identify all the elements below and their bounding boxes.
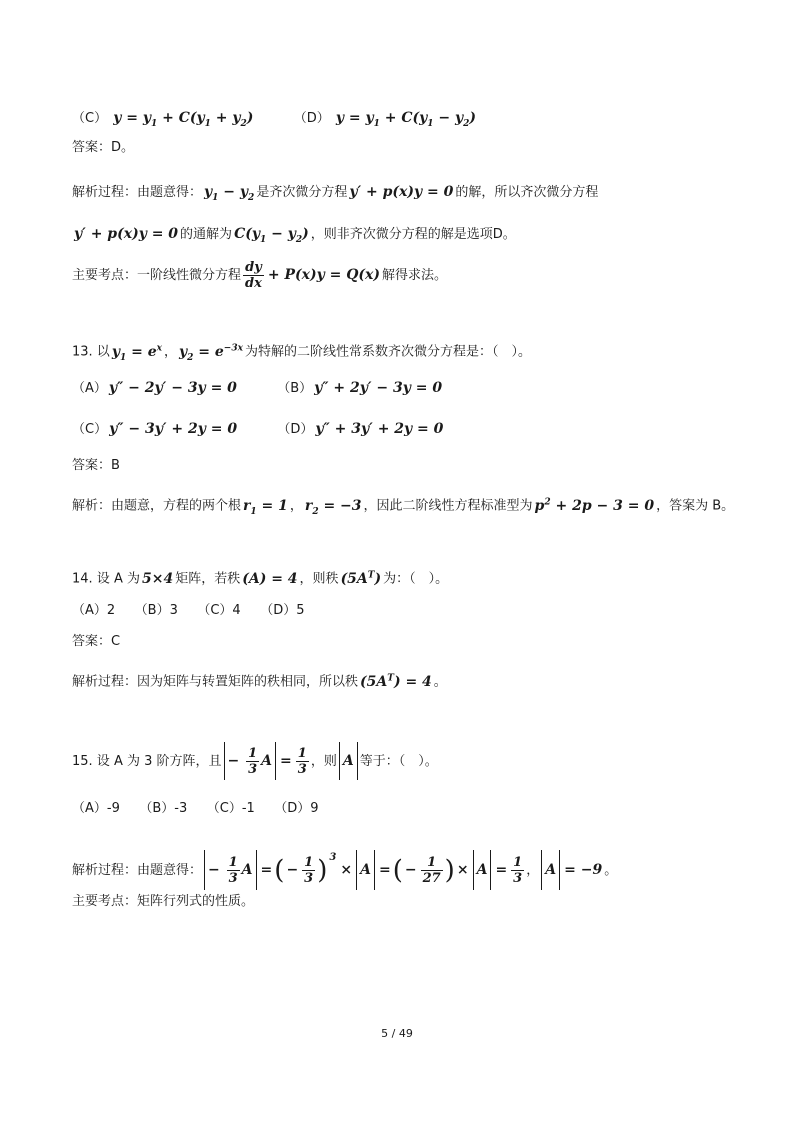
- text: 主要考点：一阶线性微分方程: [72, 268, 242, 283]
- formula: $(5A^T) = 4$: [360, 673, 432, 690]
- option-label: （C）: [72, 422, 108, 437]
- text: 解析过程：由题意得：: [72, 185, 203, 200]
- formula: =: [280, 753, 292, 769]
- question-15: [72, 742, 438, 781]
- text: 。: [604, 863, 618, 878]
- option-c-label: （C）: [72, 111, 108, 126]
- text: 为特解的二阶线性常系数齐次微分方程是：（ ）。: [244, 344, 531, 360]
- option-label: （A）: [72, 381, 107, 396]
- text: 。: [433, 674, 447, 690]
- text: 矩阵，若秩: [175, 571, 241, 587]
- formula: $y_2 = e^{-3x}$: [179, 343, 243, 363]
- text: 解得求法。: [382, 268, 448, 283]
- determinant: A: [339, 742, 358, 780]
- formula: $p^2 + 2p - 3 = 0$: [534, 497, 655, 514]
- options-15: （A）-9 （B）-3 （C）-1 （D）9: [72, 801, 319, 816]
- text: 13. 以: [72, 344, 110, 360]
- formula: y″ + 3y′ + 2y = 0: [315, 421, 444, 437]
- options-c-d: [72, 108, 478, 134]
- fraction: $\frac{dy}{dx}$: [245, 260, 262, 291]
- text: ，: [526, 863, 540, 878]
- answer-14: 答案：C: [72, 634, 121, 649]
- formula: $y_1 = e^x$: [111, 343, 162, 363]
- text: ，: [163, 344, 177, 360]
- option-label: （D）: [277, 422, 314, 437]
- text: 解析过程：因为矩阵与转置矩阵的秩相同，所以秩: [72, 674, 359, 690]
- formula: y′ + p(x)y = 0: [74, 226, 179, 242]
- formula: + P(x)y = Q(x): [267, 267, 380, 283]
- text: ，答案为 B。: [656, 498, 735, 514]
- text: 为：（ ）。: [383, 571, 449, 587]
- text: ，: [289, 498, 303, 514]
- text: 是齐次微分方程: [256, 185, 348, 200]
- fraction: $\frac{1}{3}$: [513, 855, 523, 886]
- explanation-12-cont: [72, 224, 516, 250]
- formula: $(5A^T)$: [340, 570, 382, 587]
- formula: y″ − 3y′ + 2y = 0: [109, 421, 238, 437]
- formula: $C(y_1 - y_2)$: [234, 226, 309, 245]
- question-13: [72, 338, 531, 367]
- determinant: − $\frac{1}{3}$ A: [224, 742, 277, 780]
- formula: $r_2 = -3$: [304, 497, 362, 517]
- text: ，因此二阶线性方程标准型为: [363, 498, 533, 514]
- options-14: （A）2 （B）3 （C）4 （D）5: [72, 603, 305, 618]
- text: 解析：由题意，方程的两个根: [72, 498, 242, 514]
- text: 等于：（ ）。: [359, 754, 438, 769]
- answer-12: 答案：D。: [72, 140, 135, 155]
- text: 解析过程：由题意得：: [72, 863, 203, 878]
- formula: 5×4: [141, 570, 174, 587]
- formula: $y = y_1 + C(y_1 + y_2)$: [113, 110, 254, 129]
- formula: $y_1 - y_2$: [204, 184, 255, 203]
- page-number: 5 / 49: [381, 1027, 413, 1040]
- text: 的解，所以齐次微分方程: [455, 185, 599, 200]
- text: 14. 设 A 为: [72, 571, 140, 587]
- question-14: [72, 565, 448, 590]
- text: ，则非齐次微分方程的解是选项D。: [310, 227, 516, 242]
- answer-13: 答案：B: [72, 458, 120, 473]
- explanation-15: 解析过程：由题意得： − $\frac{1}{3}$ A =( − $\frac{1}{3}$ ) $^3$× A =( − $\frac{1}{27}$ ) × A = $\frac{1}{3}$ ， A = −9 。: [72, 838, 617, 891]
- formula: (A) = 4: [242, 570, 298, 587]
- fraction: $\frac{1}{3}$: [304, 855, 314, 886]
- formula: y″ − 2y′ − 3y = 0: [108, 380, 237, 396]
- options-13-ab: [72, 378, 444, 399]
- explanation-13: [72, 492, 734, 521]
- formula: $r_1 = 1$: [243, 497, 288, 517]
- key-point-12: [72, 258, 447, 293]
- formula: =: [260, 862, 273, 878]
- formula: $y = y_1 + C(y_1 - y_2)$: [335, 110, 477, 129]
- option-label: （B）: [277, 381, 313, 396]
- text: ，则: [310, 754, 337, 769]
- explanation-14: [72, 668, 447, 693]
- text: ，则秩: [299, 571, 339, 587]
- text: 15. 设 A 为 3 阶方阵，且: [72, 754, 222, 769]
- option-d-label: （D）: [293, 111, 330, 126]
- determinant: − $\frac{1}{3}$ A: [204, 850, 257, 890]
- formula: y′ + p(x)y = 0: [349, 184, 454, 200]
- explanation-12: [72, 182, 598, 208]
- formula: y″ + 2y′ − 3y = 0: [314, 380, 443, 396]
- options-13-cd: [72, 419, 445, 440]
- text: 的通解为: [180, 227, 233, 242]
- fraction: $\frac{1}{27}$: [422, 855, 441, 886]
- key-point-15: 主要考点：矩阵行列式的性质。: [72, 894, 255, 909]
- fraction: $\frac{1}{3}$: [297, 746, 307, 777]
